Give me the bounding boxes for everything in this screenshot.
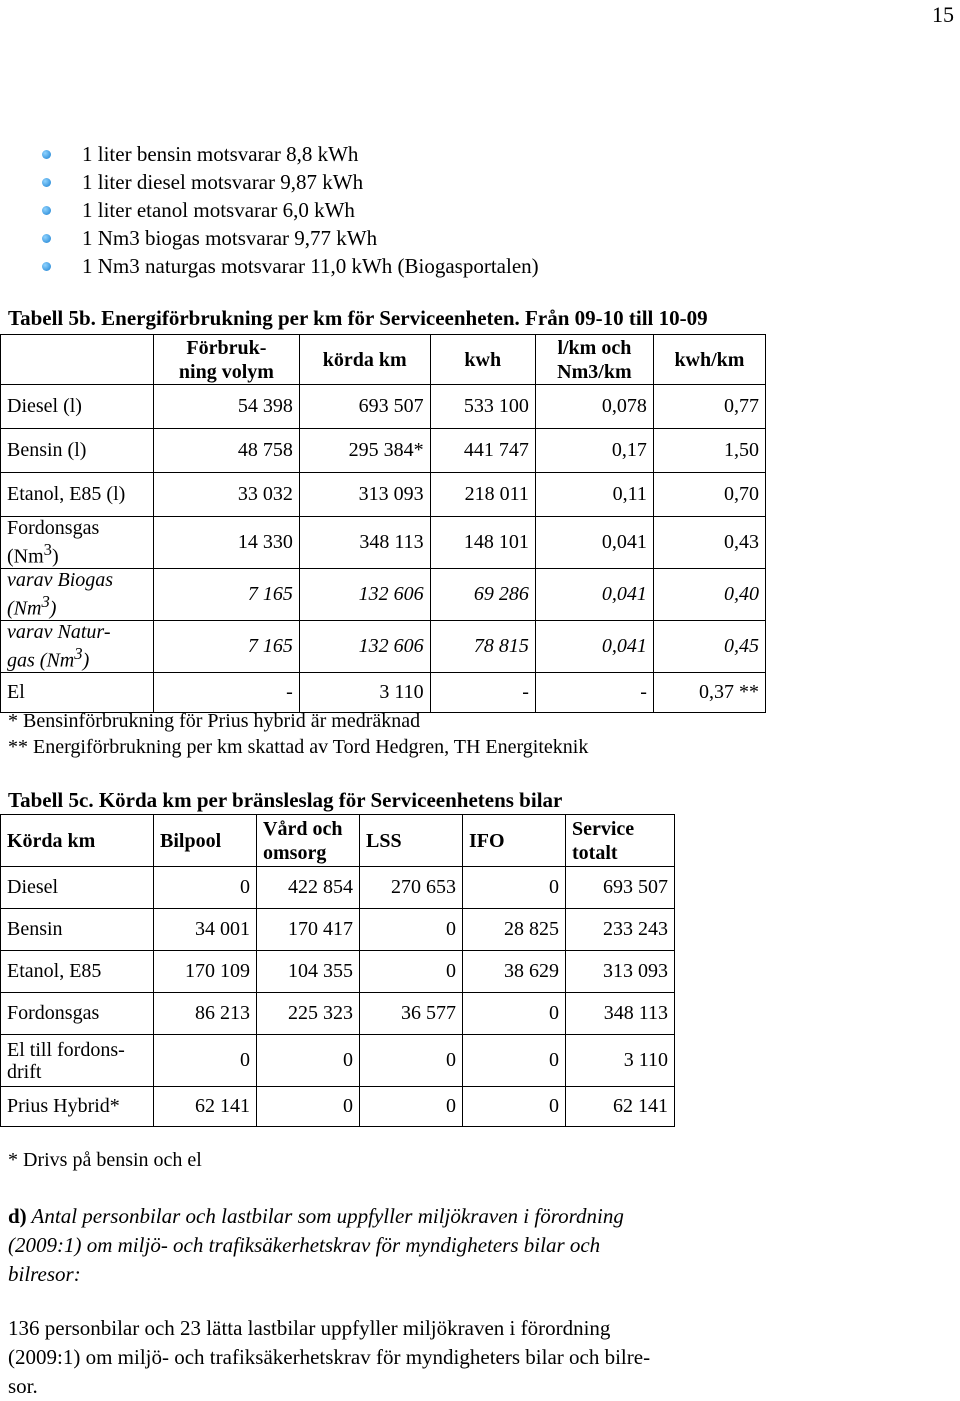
answer-line-1: 136 personbilar och 23 lätta lastbilar uppfyller miljökraven i förordning [8,1316,611,1340]
cell-kwh-per-km: 0,37 ** [653,673,765,713]
cell-kwh-per-km: 0,43 [653,517,765,569]
list-item-text: 1 liter etanol motsvarar 6,0 kWh [82,198,355,222]
bullet-icon [42,206,51,215]
row-label: Bensin (l) [1,429,154,473]
row-label: varav Natur- gas (Nm$^3$) [1,621,154,673]
cell-vard: 422 854 [257,867,360,909]
section-d-answer [8,1314,928,1401]
cell-ifo: 0 [463,1035,566,1087]
cell-vard: 0 [257,1087,360,1127]
cell-lss: 0 [360,951,463,993]
table-5c [0,814,675,1127]
header-korda-km: Körda km [1,815,154,867]
cell-ifo: 0 [463,867,566,909]
table-row [1,909,675,951]
cell-km: 348 113 [299,517,430,569]
cell-volume: 14 330 [154,517,300,569]
list-item [40,224,539,252]
cell-l-per-km: 0,078 [535,385,653,429]
header-km: körda km [299,335,430,385]
table-row [1,993,675,1035]
row-label: Etanol, E85 (l) [1,473,154,517]
cell-total: 313 093 [566,951,675,993]
cell-kwh: - [430,673,535,713]
cell-total: 233 243 [566,909,675,951]
question-line-1: Antal personbilar och lastbilar som uppfyller miljökraven i förordning [26,1204,624,1228]
cell-l-per-km: 0,17 [535,429,653,473]
table-header-row [1,335,766,385]
table-5c-note: * Drivs på bensin och el [8,1149,202,1171]
cell-kwh-per-km: 0,77 [653,385,765,429]
cell-bilpool: 0 [154,1035,257,1087]
table-header-row [1,815,675,867]
bullet-icon [42,150,51,159]
cell-total: 3 110 [566,1035,675,1087]
table-5b [0,334,766,713]
header-service-totalt: Service totalt [566,815,675,867]
cell-vard: 170 417 [257,909,360,951]
list-item [40,140,539,168]
cell-kwh: 533 100 [430,385,535,429]
cell-ifo: 28 825 [463,909,566,951]
cell-kwh: 78 815 [430,621,535,673]
cell-km: 313 093 [299,473,430,517]
cell-km: 693 507 [299,385,430,429]
row-label: El till fordons- drift [1,1035,154,1087]
cell-lss: 270 653 [360,867,463,909]
cell-volume: 7 165 [154,621,300,673]
cell-bilpool: 170 109 [154,951,257,993]
question-line-2: (2009:1) om miljö- och trafiksäkerhetskrav för myndigheters bilar och [8,1233,601,1257]
table-5b-note-1: * Bensinförbrukning för Prius hybrid är medräknad [8,710,421,732]
cell-volume: 48 758 [154,429,300,473]
cell-lss: 36 577 [360,993,463,1035]
table-row [1,1087,675,1127]
cell-volume: 54 398 [154,385,300,429]
bullet-icon [42,262,51,271]
bullet-icon [42,178,51,187]
list-item [40,168,539,196]
table-row [1,517,766,569]
cell-km: 295 384* [299,429,430,473]
table-row [1,1035,675,1087]
cell-bilpool: 0 [154,867,257,909]
header-lss: LSS [360,815,463,867]
table-5b-caption: Tabell 5b. Energiförbrukning per km för Serviceenheten. Från 09-10 till 10-09 [8,306,708,330]
cell-kwh-per-km: 1,50 [653,429,765,473]
header-volume: Förbruk- ning volym [154,335,300,385]
cell-kwh: 441 747 [430,429,535,473]
table-5b-note-2: ** Energiförbrukning per km skattad av Tord Hedgren, TH Energiteknik [8,736,589,758]
table-row [1,569,766,621]
cell-km: 3 110 [299,673,430,713]
section-d-letter: d) [8,1204,27,1228]
list-item-text: 1 Nm3 naturgas motsvarar 11,0 kWh (Biogasportalen) [82,254,539,278]
cell-l-per-km: 0,11 [535,473,653,517]
cell-total: 348 113 [566,993,675,1035]
cell-ifo: 0 [463,1087,566,1127]
cell-vard: 104 355 [257,951,360,993]
cell-lss: 0 [360,1035,463,1087]
table-5c-caption: Tabell 5c. Körda km per bränsleslag för Serviceenhetens bilar [8,788,563,812]
cell-total: 62 141 [566,1087,675,1127]
row-label: Bensin [1,909,154,951]
header-bilpool: Bilpool [154,815,257,867]
question-line-3: bilresor: [8,1262,81,1286]
row-label: Diesel [1,867,154,909]
cell-volume: 33 032 [154,473,300,517]
cell-ifo: 0 [463,993,566,1035]
cell-l-per-km: 0,041 [535,517,653,569]
header-empty [1,335,154,385]
section-d-question [8,1202,928,1289]
row-label: El [1,673,154,713]
cell-km: 132 606 [299,621,430,673]
cell-kwh-per-km: 0,70 [653,473,765,517]
row-label: Prius Hybrid* [1,1087,154,1127]
table-row [1,951,675,993]
page-number: 15 [932,2,954,27]
bullet-icon [42,234,51,243]
header-ifo: IFO [463,815,566,867]
table-row [1,867,675,909]
header-kwh-per-km: kwh/km [653,335,765,385]
row-label: Fordonsgas (Nm$^3$) [1,517,154,569]
table-row [1,429,766,473]
cell-l-per-km: 0,041 [535,621,653,673]
answer-line-2: (2009:1) om miljö- och trafiksäkerhetskrav för myndigheters bilar och bilre- [8,1345,651,1369]
cell-ifo: 38 629 [463,951,566,993]
list-item-text: 1 liter bensin motsvarar 8,8 kWh [82,142,359,166]
cell-l-per-km: 0,041 [535,569,653,621]
row-label: Etanol, E85 [1,951,154,993]
conversion-list [40,140,539,280]
list-item [40,252,539,280]
cell-bilpool: 62 141 [154,1087,257,1127]
cell-lss: 0 [360,909,463,951]
cell-bilpool: 34 001 [154,909,257,951]
list-item [40,196,539,224]
cell-vard: 0 [257,1035,360,1087]
table-row [1,473,766,517]
cell-l-per-km: - [535,673,653,713]
row-label: varav Biogas (Nm$^3$) [1,569,154,621]
cell-bilpool: 86 213 [154,993,257,1035]
cell-kwh: 218 011 [430,473,535,517]
cell-lss: 0 [360,1087,463,1127]
cell-km: 132 606 [299,569,430,621]
cell-vard: 225 323 [257,993,360,1035]
table-row [1,621,766,673]
row-label: Diesel (l) [1,385,154,429]
row-label: Fordonsgas [1,993,154,1035]
cell-kwh: 69 286 [430,569,535,621]
table-row [1,673,766,713]
list-item-text: 1 Nm3 biogas motsvarar 9,77 kWh [82,226,378,250]
list-item-text: 1 liter diesel motsvarar 9,87 kWh [82,170,364,194]
cell-kwh-per-km: 0,45 [653,621,765,673]
cell-total: 693 507 [566,867,675,909]
answer-line-3: sor. [8,1374,38,1398]
cell-volume: 7 165 [154,569,300,621]
cell-volume: - [154,673,300,713]
header-kwh: kwh [430,335,535,385]
cell-kwh: 148 101 [430,517,535,569]
header-vard-och-omsorg: Vård och omsorg [257,815,360,867]
header-l-per-km: l/km och Nm3/km [535,335,653,385]
table-row [1,385,766,429]
cell-kwh-per-km: 0,40 [653,569,765,621]
